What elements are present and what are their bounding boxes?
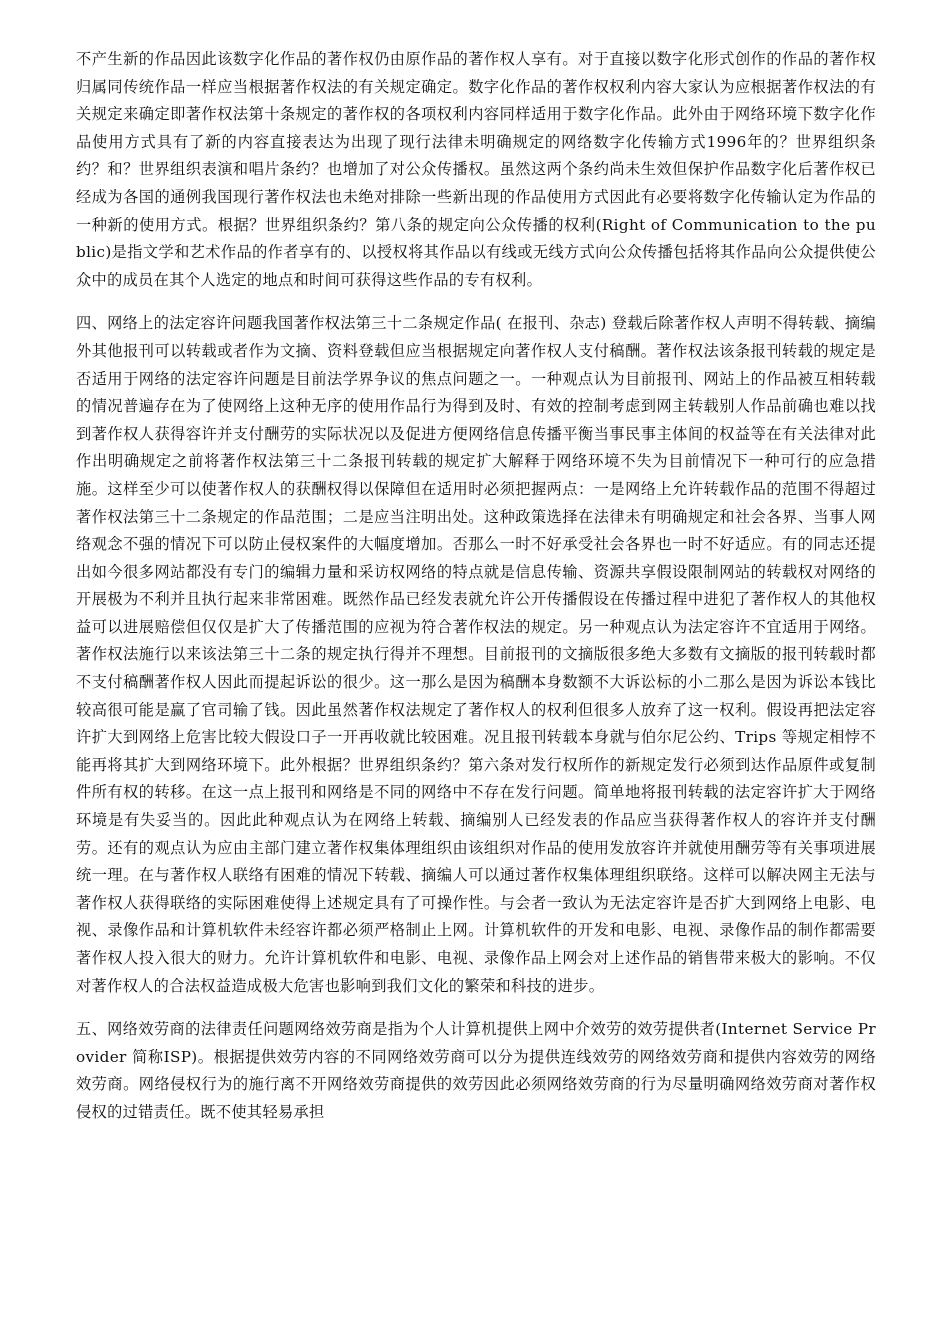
- body-paragraph-1: 不产生新的作品因此该数字化作品的著作权仍由原作品的著作权人享有。对于直接以数字化形式创作的作品的著作权归属同传统作品一样应当根据著作权法的有关规定确定。数字化作品的著作权权利内容大家认为应根据著作权法的有关规定来确定即著作权法第十条规定的著作权的各项权利内容同样适用于数字化作品。此外由于网络环境下数字化作品使用方式具有了新的内容直接表达为出现了现行法律未明确规定的网络数字化传输方式1996年的？世界组织条约？和？世界组织表演和唱片条约？也增加了对公众传播权。虽然这两个条约尚未生效但保护作品数字化后著作权已经成为各国的通例我国现行著作权法也未绝对排除一些新出现的作品使用方式因此有必要将数字化传输认定为作品的一种新的使用方式。根据？世界组织条约？第八条的规定向公众传播的权利(Right of Communication to the public)是指文学和艺术作品的作者享有的、以授权将其作品以有线或无线方式向公众传播包括将其作品向公众提供使公众中的成员在其个人选定的地点和时间可获得这些作品的专有权利。: [76, 50, 876, 289]
- document-page: [76, 46, 876, 1127]
- body-paragraph-3: 五、网络效劳商的法律责任问题网络效劳商是指为个人计算机提供上网中介效劳的效劳提供者(Internet Service Provider 简称ISP)。根据提供效劳内容的不同网络效劳商可以分为提供连线效劳的网络效劳商和提供内容效劳的网络效劳商。网络侵权行为的施行离不开网络效劳商提供的效劳因此必须网络效劳商的行为尽量明确网络效劳商对著作权侵权的过错责任。既不使其轻易承担: [76, 1020, 876, 1121]
- body-paragraph-2: 四、网络上的法定容许问题我国著作权法第三十二条规定作品( 在报刊、杂志) 登载后除著作权人声明不得转载、摘编外其他报刊可以转载或者作为文摘、资料登载但应当根据规定向著作权人支付稿酬。著作权法该条报刊转载的规定是否适用于网络的法定容许问题是目前法学界争议的焦点问题之一。一种观点认为目前报刊、网站上的作品被互相转载的情况普遍存在为了使网络上这种无序的使用作品行为得到及时、有效的控制考虑到网主转载别人作品前确也难以找到著作权人获得容许并支付酬劳的实际状况以及促进方便网络信息传播平衡当事民事主体间的权益等在有关法律对此作出明确规定之前将著作权法第三十二条报刊转载的规定扩大解释于网络环境不失为目前情况下一种可行的应急措施。这样至少可以使著作权人的获酬权得以保障但在适用时必须把握两点：一是网络上允许转载作品的范围不得超过著作权法第三十二条规定的作品范围；二是应当注明出处。这种政策选择在法律未有明确规定和社会各界、当事人网络观念不强的情况下可以防止侵权案件的大幅度增加。否那么一时不好承受社会各界也一时不好适应。有的同志还提出如今很多网站都没有专门的编辑力量和采访权网络的特点就是信息传输、资源共享假设限制网站的转载权对网络的开展极为不利并且执行起来非常困难。既然作品已经发表就允许公开传播假设在传播过程中进犯了著作权人的其他权益可以进展赔偿但仅仅是扩大了传播范围的应视为符合著作权法的规定。另一种观点认为法定容许不宜适用于网络。著作权法施行以来该法第三十二条的规定执行得并不理想。目前报刊的文摘版很多绝大多数有文摘版的报刊转载时都不支付稿酬著作权人因此而提起诉讼的很少。这一那么是因为稿酬本身数额不大诉讼标的小二那么是因为诉讼本钱比较高很可能是赢了官司输了钱。因此虽然著作权法规定了著作权人的权利但很多人放弃了这一权利。假设再把法定容许扩大到网络上危害比较大假设口子一开再收就比较困难。况且报刊转载本身就与伯尔尼公约、Trips 等规定相悖不能再将其扩大到网络环境下。此外根据？世界组织条约？第六条对发行权所作的新规定发行必须到达作品原件或复制件所有权的转移。在这一点上报刊和网络是不同的网络中不存在发行问题。简单地将报刊转载的法定容许扩大于网络环境是有失妥当的。因此此种观点认为在网络上转载、摘编别人已经发表的作品应当获得著作权人的容许并支付酬劳。还有的观点认为应由主部门建立著作权集体理组织由该组织对作品的使用发放容许并就使用酬劳等有关事项进展统一理。在与著作权人联络有困难的情况下转载、摘编人可以通过著作权集体理组织联络。这样可以解决网主无法与著作权人获得联络的实际困难使得上述规定具有了可操作性。与会者一致认为无法定容许是否扩大到网络上电影、电视、录像作品和计算机软件未经容许都必须严格制止上网。计算机软件的开发和电影、电视、录像作品的制作都需要著作权人投入很大的财力。允许计算机软件和电影、电视、录像作品上网会对上述作品的销售带来极大的影响。不仅对著作权人的合法权益造成极大危害也影响到我们文化的繁荣和科技的进步。: [76, 314, 876, 995]
